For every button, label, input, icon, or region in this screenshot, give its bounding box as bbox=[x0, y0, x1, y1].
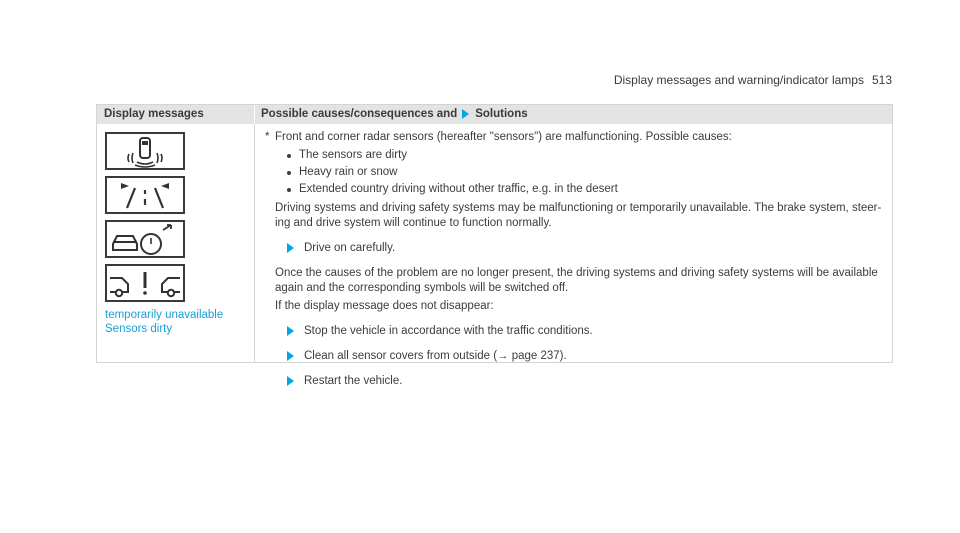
radar-sensors-car-icon bbox=[105, 132, 185, 170]
col-header-display-messages: Display messages bbox=[97, 105, 255, 124]
step-restart-vehicle bbox=[287, 374, 892, 389]
list-item: Heavy rain or snow bbox=[287, 165, 892, 180]
step-drive-carefully bbox=[287, 241, 892, 256]
display-message-cell bbox=[97, 124, 255, 362]
footnote-text: Front and corner radar sensors (hereafter "sensors") are malfunctioning. Possible causes: bbox=[275, 131, 732, 143]
consequence-text: Driving systems and driving safety systems may be malfunctioning or temporarily unavailable. The brake system, steer-ing and drive system will continue to function normally. bbox=[275, 202, 882, 229]
page-header bbox=[614, 73, 892, 87]
causes-solutions-cell bbox=[255, 124, 892, 387]
not-disappear-text: If the display message does not disappear: bbox=[275, 300, 494, 312]
table-header bbox=[97, 105, 892, 124]
causes-gone-text: Once the causes of the problem are no longer present, the driving systems and driving safety systems will be available again and the corresponding symbols will be switched off. bbox=[275, 267, 878, 294]
causes-list bbox=[287, 148, 892, 197]
arrow-right-icon bbox=[287, 376, 294, 386]
step-text: Drive on carefully. bbox=[304, 242, 396, 254]
footnote bbox=[265, 130, 892, 145]
arrow-right-icon bbox=[287, 243, 294, 253]
step-text: Restart the vehicle. bbox=[304, 375, 403, 387]
message-sensors-dirty: Sensors dirty bbox=[105, 323, 173, 335]
list-item: The sensors are dirty bbox=[287, 148, 892, 163]
step-text: Stop the vehicle in accordance with the traffic conditions. bbox=[304, 325, 593, 337]
arrow-right-icon bbox=[287, 326, 294, 336]
lane-lines-icon bbox=[105, 176, 185, 214]
page-number: 513 bbox=[871, 73, 892, 87]
table-row bbox=[97, 124, 892, 387]
arrow-right-icon bbox=[462, 109, 469, 119]
step-clean-sensors bbox=[287, 349, 892, 364]
arrow-right-icon bbox=[287, 351, 294, 361]
step-text: Clean all sensor covers from outside (→ page 237). bbox=[304, 350, 567, 362]
parking-sensor-warning-icon bbox=[105, 264, 185, 302]
footnote-star: * bbox=[265, 131, 270, 143]
col-header-solutions bbox=[255, 105, 892, 124]
car-speedometer-icon bbox=[105, 220, 185, 258]
message-temporarily-unavailable: temporarily unavailable bbox=[105, 309, 224, 321]
col-header-causes: Possible causes/consequences and bbox=[261, 108, 458, 120]
step-stop-vehicle bbox=[287, 324, 892, 339]
section-title: Display messages and warning/indicator lamps bbox=[613, 73, 864, 87]
col-header-solutions-label: Solutions bbox=[475, 108, 528, 120]
list-item: Extended country driving without other traffic, e.g. in the desert bbox=[287, 182, 892, 197]
display-messages-table bbox=[96, 104, 893, 387]
